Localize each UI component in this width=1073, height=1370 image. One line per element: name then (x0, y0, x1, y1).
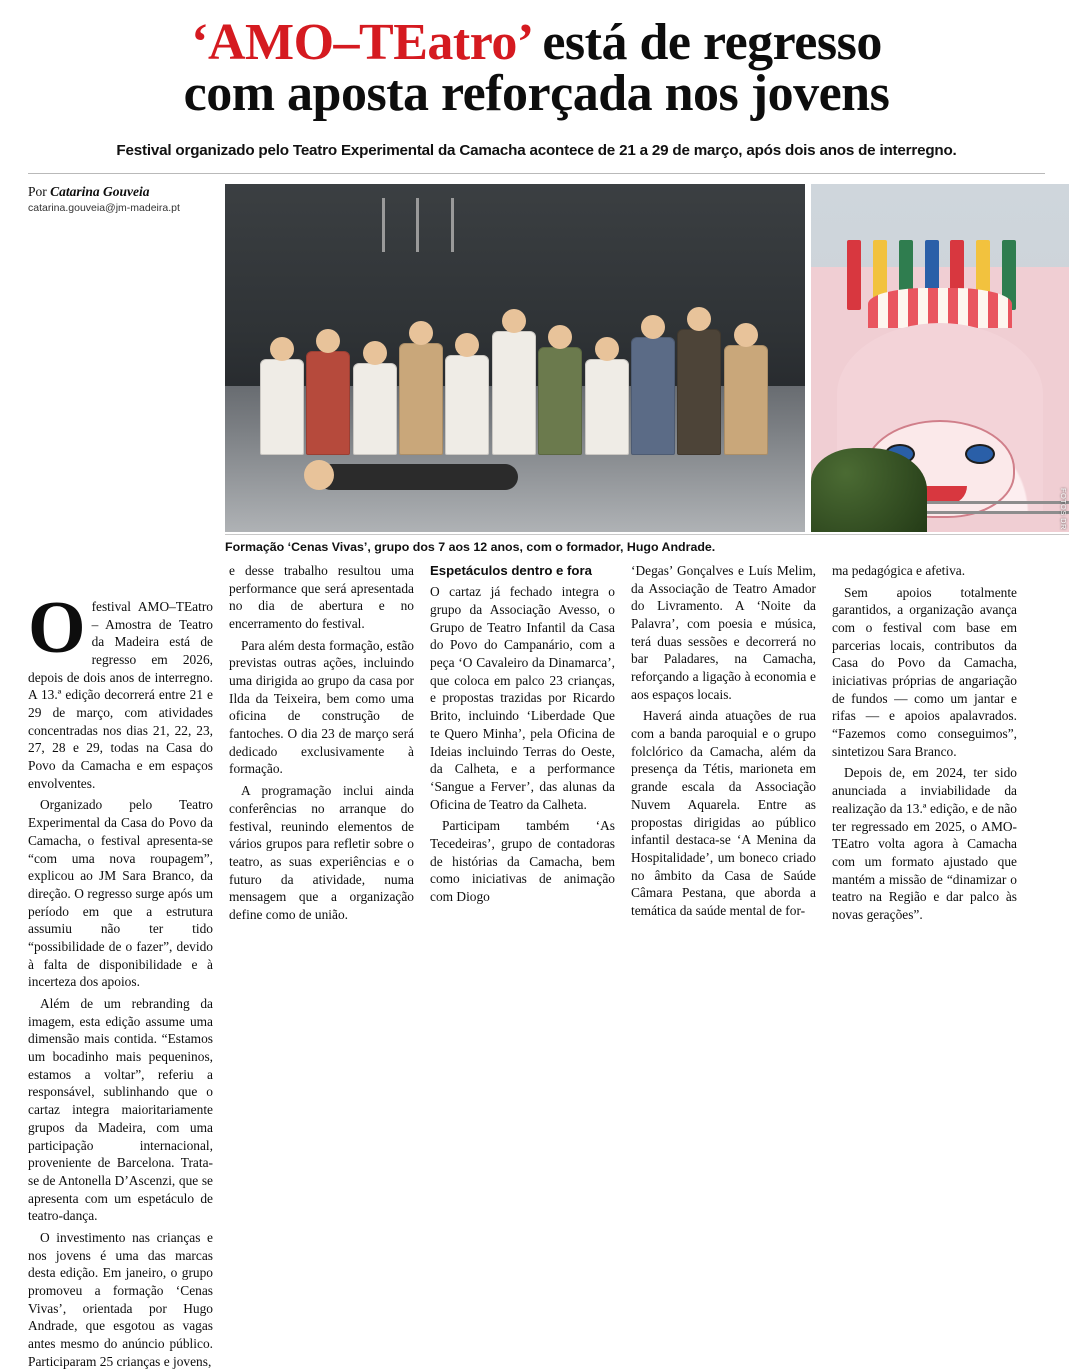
top-area (28, 183, 1068, 532)
column-2 (229, 562, 414, 1370)
byline (28, 184, 213, 200)
column-4 (631, 562, 816, 1370)
header-divider (28, 173, 1045, 174)
drop-cap: O (28, 586, 86, 669)
paragraph: Haverá ainda atuações de rua com a banda paroquial e o grupo folclórico da Camacha, além da presença da Tétis, marioneta em grande escala da Associação Nuvem Aquarela. Entre as propostas dirigidas ao público infantil destaca-se ‘A Menina da Hospitalidade’, um boneco criado no âmbito da Casa de Saúde Câmara Pestana, que aborda a temática da saúde mental de for- (631, 708, 816, 918)
photo-group (225, 184, 1069, 532)
paragraph: Participam também ‘As Tecedeiras’, grupo de contadoras de histórias da Camacha, bem como iniciativas de animação com Diogo (430, 818, 615, 905)
section-subheading: Espetáculos dentro e fora (430, 562, 592, 578)
paragraph-text: festival AMO–TEatro – Amostra de Teatro da Madeira está de regresso em 2026, depois de dois anos de interregno. A 13.ª edição decorrerá entre 21 e 29 de março, com atividades concentradas nos dias 21, 22, 23, 27, 28 e 29, todas na Casa do Povo da Camacha e em espaços envolventes. (28, 598, 213, 791)
column-5 (832, 562, 1017, 1370)
paragraph: ma pedagógica e afetiva. (832, 562, 966, 578)
subheadline: Festival organizado pelo Teatro Experimental da Camacha acontece de 21 a 29 de março, após dois anos de interregno. (116, 141, 957, 159)
photo-caption-wrap (225, 534, 1069, 554)
photo-main-foreground-figure (318, 464, 518, 490)
headline-line-2: com aposta reforçada nos jovens (183, 64, 890, 122)
page-title (28, 14, 1045, 122)
photo-credit: FOTOS DR (1059, 488, 1068, 530)
headline-rest: está de regresso (529, 14, 882, 71)
photo-side (811, 184, 1069, 532)
paragraph: Para além desta formação, estão previstas outras ações, incluindo uma dirigida ao grupo da casa por Ilda da Teixeira, bem como uma oficina de construção de fantoches. O dia 23 de março será dedicado exclusivamente à formação. (229, 637, 414, 777)
paragraph: Sem apoios totalmente garantidos, a organização avança com o festival com base em parcerias locais, contributos da Casa do Povo da Camacha, iniciativas próprias de angariação de fundos — como um jantar e rifas — e apoios apalavrados. “Fazemos como conseguimos”, sintetizou Sara Branco. (832, 584, 1017, 759)
byline-prefix: Por (28, 183, 51, 199)
byline-email: catarina.gouveia@jm-madeira.pt (28, 201, 180, 214)
column-3 (430, 562, 615, 1370)
paragraph (28, 586, 213, 793)
paragraph: A programação inclui ainda conferências no arranque do festival, reunindo elementos de vários grupos para refletir sobre o teatro, as suas experiências e o futuro da atividade, numa mensagem que a organização define como de união. (229, 783, 414, 922)
photo-main (225, 184, 805, 532)
paragraph: O cartaz já fechado integra o grupo da Associação Avesso, o Grupo de Teatro Infantil da Casa do Povo do Campanário, com a peça ‘O Cavaleiro da Dinamarca’, que coloca em palco 23 crianças, e propostas trazidas por Ricardo Brito, incluindo ‘Liberdade Que te Quero Minha’, pela Oficina de Ideias incluindo Terras do Oeste, da Calheta, e a performance ‘Sangue a Ferver’, das alunas da Oficina de Teatro da Calheta. (430, 584, 615, 812)
byline-author: Catarina Gouveia (50, 183, 150, 199)
photo-caption: Formação ‘Cenas Vivas’, grupo dos 7 aos 12 anos, com o formador, Hugo Andrade. (225, 539, 716, 554)
paragraph: O investimento nas crianças e nos jovens é uma das marcas desta edição. Em janeiro, o grupo promoveu a formação ‘Cenas Vivas’, orientada por Hugo Andrade, que esgotou as vagas antes mesmo do anúncio público. Participaram 25 crianças e jovens, (28, 1229, 213, 1369)
paragraph: Depois de, em 2024, ter sido anunciada a inviabilidade da realização da 13.ª edição, e de não ter regressado em 2025, o AMO-TEatro volta agora à Camacha com um formato ajustado que mantém a missão de “dinamizar o teatro na Região e dar palco às novas gerações”. (832, 765, 1017, 922)
headline-highlight: ‘AMO–TEatro’ (191, 14, 530, 71)
paragraph: ‘Degas’ Gonçalves e Luís Melim, da Associação de Teatro Amador do Livramento. A ‘Noite da Palavra’, com poesia e música, terá duas sessões e decorrerá no bar Paladares, na Camacha, reforçando a ligação à economia e aos espaços locais. (631, 562, 816, 702)
byline-column (28, 184, 213, 532)
article-body (28, 562, 1045, 1370)
paragraph: Além de um rebranding da imagem, esta edição assume uma dimensão mais contida. “Estamos um bocadinho mais pequeninos, estamos a voltar”, referiu a responsável, sublinhando que o cartaz integra maioritariamente grupos da Madeira, com uma participação internacional, proveniente de Barcelona. Trata-se de Antonella D’Ascenzi, que se apresenta com um espetáculo de teatro-dança. (28, 996, 213, 1224)
photo-side-foliage (811, 448, 927, 532)
paragraph: e desse trabalho resultou uma performance que será apresentada no dia de abertura e no encerramento do festival. (229, 562, 414, 631)
column-1 (28, 562, 213, 1370)
paragraph: Organizado pelo Teatro Experimental da Casa do Povo da Camacha, o festival apresenta-se “com uma nova roupagem”, explicou ao JM Sara Branco, da direção. O regresso surge após um período em que a estrutura assumiu não ter tido “possibilidade de o fazer”, devido à falta de disponibilidade e à incerteza dos apoios. (28, 797, 213, 990)
